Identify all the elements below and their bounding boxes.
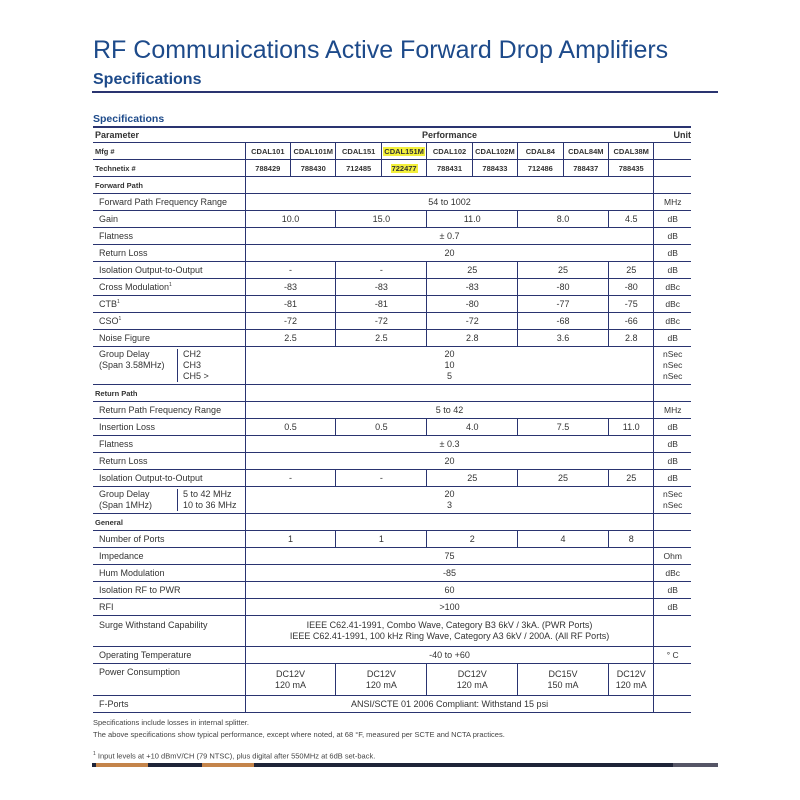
unit: nSec <box>663 360 683 370</box>
header-unit: Unit <box>654 128 691 143</box>
unit: dB <box>667 456 678 466</box>
param-label: Cross Modulation <box>99 282 170 292</box>
spec-value: 0.5 <box>284 422 297 432</box>
spec-row <box>93 347 691 385</box>
spec-row <box>93 194 691 211</box>
spec-value: -83 <box>284 282 298 292</box>
unit: nSec <box>663 489 683 499</box>
note: Specifications include losses in internal splitter. <box>93 718 249 727</box>
header-parameter: Parameter <box>93 128 245 143</box>
spec-value: 3.6 <box>556 333 570 343</box>
spec-row <box>93 402 691 419</box>
unit: MHz <box>663 405 682 415</box>
spec-value: 4.5 <box>624 214 638 224</box>
model-value: CDAL102M <box>475 146 515 156</box>
spec-value: -68 <box>556 316 570 326</box>
section-row <box>93 385 691 402</box>
spec-value: 120 mA <box>365 679 397 690</box>
spec-row <box>93 436 691 453</box>
spec-row <box>93 228 691 245</box>
footer-bar <box>92 763 718 767</box>
model-value: 788435 <box>618 163 644 173</box>
spec-value: 60 <box>444 585 455 595</box>
unit: dB <box>667 439 678 449</box>
spec-row <box>93 582 691 599</box>
technetix-row <box>93 160 691 177</box>
sub-label: CH5 > <box>183 371 209 381</box>
model-value: 788433 <box>482 163 508 173</box>
spec-value: -77 <box>556 299 570 309</box>
unit: dB <box>667 422 678 432</box>
spec-value: - <box>289 473 293 483</box>
spec-value: 150 mA <box>547 679 579 690</box>
spec-row <box>93 453 691 470</box>
spec-value: 10 <box>444 360 455 370</box>
unit: nSec <box>663 500 683 510</box>
model-value: CDAL151 <box>341 146 376 156</box>
unit: dB <box>667 585 678 595</box>
spec-value: IEEE C62.41-1991, 100 kHz Ring Wave, Category A3 6kV / 200A. (All RF Ports) <box>289 631 610 641</box>
section-label: Forward Path <box>95 180 143 190</box>
spec-row <box>93 616 691 647</box>
spec-value: >100 <box>439 602 460 612</box>
row-label: Mfg # <box>95 146 115 156</box>
spec-value: 120 mA <box>275 679 307 690</box>
spec-value: 25 <box>467 473 478 483</box>
spec-row <box>93 330 691 347</box>
unit: dB <box>667 333 678 343</box>
section-label: General <box>95 517 123 527</box>
spec-value: 20 <box>444 349 455 359</box>
spec-row <box>93 279 691 296</box>
spec-row <box>93 531 691 548</box>
spec-value: 8 <box>628 534 634 544</box>
row-label: Technetix # <box>95 163 136 173</box>
spec-value: 15.0 <box>372 214 391 224</box>
model-value: CDAL38M <box>613 146 649 156</box>
spec-value: 10.0 <box>281 214 300 224</box>
param-label: Group Delay <box>99 489 150 499</box>
spec-row <box>93 211 691 228</box>
spec-row <box>93 647 691 664</box>
spec-value: 1 <box>288 534 294 544</box>
spec-value: 2.5 <box>375 333 388 343</box>
model-value: CDAL101M <box>293 146 334 156</box>
spec-value: 2 <box>469 534 475 544</box>
model-value: CDAL102 <box>432 146 467 156</box>
footnote <box>93 751 375 761</box>
spec-value: -81 <box>374 299 388 309</box>
param-label: CSO <box>99 316 119 326</box>
spec-table-container <box>93 113 691 713</box>
spec-row <box>93 419 691 436</box>
table-caption: Specifications <box>93 113 691 128</box>
unit: dBc <box>665 299 681 309</box>
page-title: RF Communications Active Forward Drop Amplifiers <box>93 36 669 64</box>
spec-value: 7.5 <box>556 422 570 432</box>
unit: dBc <box>665 568 681 578</box>
param-label: F-Ports <box>99 699 129 709</box>
highlighted-model: CDAL151M <box>384 146 424 156</box>
spec-value: 120 mA <box>456 679 488 690</box>
param-label: (Span 3.58MHz) <box>99 360 165 370</box>
param-label: Flatness <box>99 231 134 241</box>
spec-value: -81 <box>284 299 298 309</box>
param-label: Number of Ports <box>99 534 165 544</box>
spec-value: DC12V <box>616 668 646 679</box>
spec-value: 20 <box>444 489 455 499</box>
model-value: 788430 <box>300 163 326 173</box>
unit: dBc <box>665 316 681 326</box>
param-label: Surge Withstand Capability <box>99 620 208 630</box>
model-value: 788437 <box>573 163 599 173</box>
unit: ° C <box>666 650 679 660</box>
sub-label: CH2 <box>183 349 202 359</box>
spec-value: ± 0.7 <box>439 231 460 241</box>
section-row <box>93 514 691 531</box>
sub-label: 10 to 36 MHz <box>183 500 237 510</box>
spec-value: -80 <box>465 299 479 309</box>
spec-row <box>93 296 691 313</box>
spec-value: 2.8 <box>624 333 638 343</box>
model-value: CDAL84 <box>525 146 555 156</box>
param-label: Forward Path Frequency Range <box>99 197 228 207</box>
spec-value: -80 <box>556 282 570 292</box>
param-label: RFI <box>99 602 114 612</box>
spec-value: -66 <box>624 316 638 326</box>
param-label: CTB <box>99 299 117 309</box>
spec-value: 4.0 <box>465 422 479 432</box>
spec-value: -85 <box>443 568 457 578</box>
unit: dB <box>667 248 678 258</box>
spec-value: 20 <box>444 456 455 466</box>
footnote-ref: 1 <box>118 316 122 322</box>
spec-value: 5 to 42 <box>435 405 464 415</box>
param-label: Noise Figure <box>99 333 151 343</box>
notes <box>93 717 505 741</box>
spec-value: 54 to 1002 <box>428 197 471 207</box>
spec-value: -80 <box>624 282 638 292</box>
param-label: Return Loss <box>99 248 148 258</box>
model-value: 712486 <box>527 163 553 173</box>
spec-value: - <box>379 473 383 483</box>
spec-value: 25 <box>626 265 637 275</box>
footnote-mark: 1 <box>93 751 96 757</box>
heading-divider <box>92 91 718 93</box>
sub-label: CH3 <box>183 360 202 370</box>
param-label: Impedance <box>99 551 144 561</box>
model-value: CDAL84M <box>568 146 604 156</box>
param-label: Insertion Loss <box>99 422 156 432</box>
spec-value: 5 <box>447 371 453 381</box>
spec-table <box>93 128 691 713</box>
param-label: Operating Temperature <box>99 650 192 660</box>
param-label: Return Loss <box>99 456 148 466</box>
spec-value: -72 <box>465 316 479 326</box>
unit: dB <box>667 602 678 612</box>
param-label: Isolation Output-to-Output <box>99 265 203 275</box>
spec-value: 0.5 <box>375 422 388 432</box>
model-value: 788431 <box>436 163 463 173</box>
spec-value: 25 <box>626 473 637 483</box>
spec-row <box>93 245 691 262</box>
header-performance: Performance <box>245 128 654 143</box>
model-value: 712485 <box>346 163 372 173</box>
unit: Ohm <box>663 551 682 561</box>
spec-value: 75 <box>444 551 455 561</box>
spec-value: 120 mA <box>615 679 647 690</box>
spec-value: ± 0.3 <box>439 439 460 449</box>
spec-value: DC12V <box>457 668 487 679</box>
param-label: Group Delay <box>99 349 150 359</box>
spec-value: 1 <box>378 534 384 544</box>
note: The above specifications show typical performance, except where noted, at 68 °F, measured per SCTE and NCTA practices. <box>93 730 505 739</box>
spec-value: ANSI/SCTE 01 2006 Compliant: Withstand 15 psi <box>350 699 549 709</box>
spec-row <box>93 664 691 696</box>
spec-value: 25 <box>558 473 569 483</box>
param-label: Isolation Output-to-Output <box>99 473 203 483</box>
spec-value: -83 <box>374 282 388 292</box>
spec-value: IEEE C62.41-1991, Combo Wave, Category B3 6kV / 3kA. (PWR Ports) <box>306 620 593 630</box>
spec-value: - <box>379 265 383 275</box>
unit: dB <box>667 214 678 224</box>
sub-label: 5 to 42 MHz <box>183 489 232 499</box>
param-label: Gain <box>99 214 119 224</box>
unit: dB <box>667 473 678 483</box>
spec-value: 4 <box>560 534 566 544</box>
model-value: CDAL101 <box>251 146 285 156</box>
param-label: Power Consumption <box>99 667 181 677</box>
spec-row <box>93 565 691 582</box>
spec-value: DC15V <box>548 668 578 679</box>
param-label: Isolation RF to PWR <box>99 585 181 595</box>
unit: dB <box>667 231 678 241</box>
spec-value: DC12V <box>366 668 396 679</box>
spec-row <box>93 599 691 616</box>
param-label: (Span 1MHz) <box>99 500 153 510</box>
spec-value: 11.0 <box>622 422 640 432</box>
unit: dB <box>667 265 678 275</box>
spec-value: - <box>289 265 293 275</box>
spec-row <box>93 262 691 279</box>
unit: dBc <box>665 282 681 292</box>
spec-value: 8.0 <box>556 214 570 224</box>
footnote-ref: 1 <box>169 282 172 288</box>
unit: nSec <box>663 349 683 359</box>
section-heading: Specifications <box>93 71 202 88</box>
section-label: Return Path <box>95 388 138 398</box>
spec-row <box>93 470 691 487</box>
spec-row <box>93 487 691 514</box>
param-label: Flatness <box>99 439 134 449</box>
spec-value: -72 <box>284 316 298 326</box>
spec-row <box>93 548 691 565</box>
header-row <box>93 128 691 143</box>
footnote-text: Input levels at +10 dBmV/CH (79 NTSC), plus digital after 550MHz at 6dB set-back. <box>95 751 376 761</box>
spec-row <box>93 696 691 713</box>
spec-value: 20 <box>444 248 455 258</box>
unit: MHz <box>663 197 682 207</box>
spec-value: -75 <box>624 299 638 309</box>
spec-value: 25 <box>558 265 569 275</box>
footnote-ref: 1 <box>117 299 120 305</box>
unit: nSec <box>663 371 683 381</box>
mfg-row <box>93 143 691 160</box>
param-label: Return Path Frequency Range <box>99 405 222 415</box>
model-value: 788429 <box>255 163 281 173</box>
spec-value: 2.8 <box>465 333 479 343</box>
spec-row <box>93 313 691 330</box>
spec-value: -72 <box>374 316 388 326</box>
spec-value: 11.0 <box>463 214 481 224</box>
spec-value: -83 <box>465 282 479 292</box>
spec-value: -40 to +60 <box>429 650 470 660</box>
section-row <box>93 177 691 194</box>
spec-value: 25 <box>467 265 478 275</box>
spec-value: 2.5 <box>284 333 297 343</box>
highlighted-model: 722477 <box>391 163 417 173</box>
spec-value: DC12V <box>276 668 306 679</box>
spec-value: 3 <box>447 500 453 510</box>
param-label: Hum Modulation <box>99 568 165 578</box>
